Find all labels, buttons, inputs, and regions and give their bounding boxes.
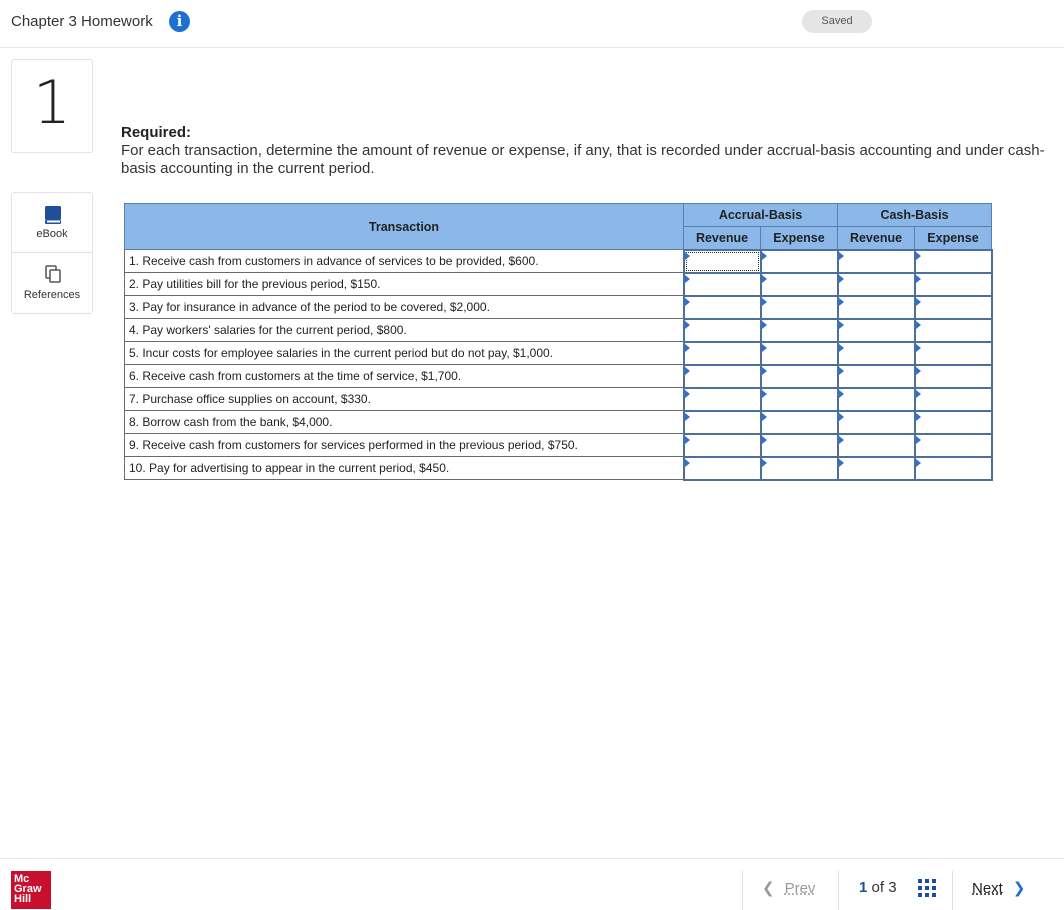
cash-expense-cell xyxy=(915,388,992,411)
accrual-expense-input[interactable] xyxy=(762,320,837,341)
input-marker-icon xyxy=(839,321,844,329)
accrual-revenue-cell xyxy=(684,250,761,273)
accrual-expense-cell xyxy=(761,411,838,434)
accrual-expense-input[interactable] xyxy=(762,274,837,295)
cash-revenue-cell xyxy=(838,250,915,273)
input-marker-icon xyxy=(685,436,690,444)
prev-button[interactable] xyxy=(762,879,815,897)
tools-panel xyxy=(11,192,93,314)
logo-line-1: Mc xyxy=(14,873,30,885)
accrual-revenue-input[interactable] xyxy=(685,297,760,318)
cash-expense-input[interactable] xyxy=(916,251,991,272)
accrual-revenue-input[interactable] xyxy=(685,389,760,410)
input-marker-icon xyxy=(916,252,921,260)
top-bar xyxy=(0,0,1064,48)
input-marker-icon xyxy=(916,413,921,421)
input-marker-icon xyxy=(839,367,844,375)
table-row xyxy=(125,388,992,411)
ebook-label: eBook xyxy=(36,228,68,240)
cash-expense-input[interactable] xyxy=(916,320,991,341)
cash-expense-input[interactable] xyxy=(916,366,991,387)
mcgraw-hill-logo xyxy=(11,871,51,909)
accrual-revenue-cell xyxy=(684,388,761,411)
input-marker-icon xyxy=(839,344,844,352)
input-marker-icon xyxy=(916,275,921,283)
accrual-expense-cell xyxy=(761,388,838,411)
current-page: 1 xyxy=(859,879,868,896)
transaction-description: 10. Pay for advertising to appear in the current period, $450. xyxy=(125,457,684,480)
input-marker-icon xyxy=(916,390,921,398)
input-marker-icon xyxy=(839,459,844,467)
logo-line-2: Graw xyxy=(14,883,42,895)
required-heading: Required: xyxy=(121,124,192,141)
cash-expense-cell xyxy=(915,365,992,388)
input-marker-icon xyxy=(685,321,690,329)
input-marker-icon xyxy=(916,436,921,444)
cash-revenue-input[interactable] xyxy=(839,389,914,410)
total-pages: 3 xyxy=(888,879,897,896)
references-label: References xyxy=(23,289,81,301)
transaction-description: 4. Pay workers' salaries for the current period, $800. xyxy=(125,319,684,342)
accrual-expense-input[interactable] xyxy=(762,297,837,318)
accrual-expense-cell xyxy=(761,273,838,296)
references-icon xyxy=(45,265,61,283)
footer-divider xyxy=(742,871,743,910)
cash-revenue-input[interactable] xyxy=(839,274,914,295)
cash-revenue-input[interactable] xyxy=(839,343,914,364)
table-row xyxy=(125,342,992,365)
transaction-description: 8. Borrow cash from the bank, $4,000. xyxy=(125,411,684,434)
cash-revenue-cell xyxy=(838,434,915,457)
accrual-revenue-cell xyxy=(684,457,761,480)
accrual-expense-input[interactable] xyxy=(762,389,837,410)
accrual-expense-input[interactable] xyxy=(762,435,837,456)
cash-revenue-cell xyxy=(838,457,915,480)
transaction-description: 3. Pay for insurance in advance of the period to be covered, $2,000. xyxy=(125,296,684,319)
accrual-revenue-header: Revenue xyxy=(684,227,761,250)
cash-expense-input[interactable] xyxy=(916,343,991,364)
input-marker-icon xyxy=(839,436,844,444)
accrual-revenue-cell xyxy=(684,365,761,388)
input-marker-icon xyxy=(916,459,921,467)
transaction-description: 1. Receive cash from customers in advance of services to be provided, $600. xyxy=(125,250,684,273)
accrual-revenue-input[interactable] xyxy=(685,412,760,433)
page-indicator xyxy=(859,879,897,896)
accrual-expense-input[interactable] xyxy=(762,366,837,387)
accrual-revenue-input[interactable] xyxy=(685,320,760,341)
question-number: 1 xyxy=(32,68,72,138)
input-marker-icon xyxy=(839,275,844,283)
accrual-expense-cell xyxy=(761,319,838,342)
input-marker-icon xyxy=(685,344,690,352)
accrual-expense-cell xyxy=(761,457,838,480)
cash-expense-input[interactable] xyxy=(916,274,991,295)
accrual-revenue-input[interactable] xyxy=(685,366,760,387)
input-marker-icon xyxy=(685,367,690,375)
transaction-description: 9. Receive cash from customers for services performed in the previous period, $750. xyxy=(125,434,684,457)
cash-expense-input[interactable] xyxy=(916,412,991,433)
accrual-expense-input[interactable] xyxy=(762,458,837,479)
references-button[interactable] xyxy=(12,254,92,314)
table-row xyxy=(125,457,992,480)
transaction-description: 2. Pay utilities bill for the previous period, $150. xyxy=(125,273,684,296)
accrual-expense-cell xyxy=(761,342,838,365)
question-grid-icon[interactable] xyxy=(918,879,936,897)
input-marker-icon xyxy=(839,390,844,398)
input-marker-icon xyxy=(762,367,767,375)
accrual-basis-header: Accrual-Basis xyxy=(684,204,838,227)
accrual-expense-input[interactable] xyxy=(762,251,837,272)
accrual-revenue-input[interactable] xyxy=(685,343,760,364)
cash-expense-cell xyxy=(915,296,992,319)
accrual-revenue-input[interactable] xyxy=(685,458,760,479)
cash-revenue-cell xyxy=(838,296,915,319)
assignment-title: Chapter 3 Homework xyxy=(11,13,153,30)
input-marker-icon xyxy=(762,344,767,352)
cash-revenue-cell xyxy=(838,319,915,342)
accrual-revenue-cell xyxy=(684,342,761,365)
input-marker-icon xyxy=(762,275,767,283)
cash-revenue-cell xyxy=(838,273,915,296)
cash-expense-input[interactable] xyxy=(916,458,991,479)
table-row xyxy=(125,434,992,457)
accrual-revenue-cell xyxy=(684,411,761,434)
cash-expense-cell xyxy=(915,411,992,434)
cash-expense-cell xyxy=(915,434,992,457)
cash-expense-cell xyxy=(915,319,992,342)
cash-expense-input[interactable] xyxy=(916,435,991,456)
input-marker-icon xyxy=(839,413,844,421)
cash-revenue-cell xyxy=(838,342,915,365)
cash-revenue-input[interactable] xyxy=(839,435,914,456)
input-marker-icon xyxy=(839,252,844,260)
cash-revenue-input[interactable] xyxy=(839,412,914,433)
accrual-expense-cell xyxy=(761,250,838,273)
next-button[interactable] xyxy=(972,879,1025,897)
transaction-header: Transaction xyxy=(125,204,684,250)
accrual-expense-input[interactable] xyxy=(762,412,837,433)
input-marker-icon xyxy=(916,367,921,375)
cash-expense-cell xyxy=(915,250,992,273)
table-row xyxy=(125,273,992,296)
input-marker-icon xyxy=(762,298,767,306)
input-marker-icon xyxy=(916,344,921,352)
input-marker-icon xyxy=(762,321,767,329)
cash-expense-cell xyxy=(915,273,992,296)
input-marker-icon xyxy=(685,459,690,467)
accrual-revenue-input[interactable] xyxy=(685,274,760,295)
input-marker-icon xyxy=(762,413,767,421)
cash-revenue-input[interactable] xyxy=(839,458,914,479)
table-row xyxy=(125,250,992,273)
accrual-expense-input[interactable] xyxy=(762,343,837,364)
footer-divider xyxy=(952,871,953,910)
logo-line-3: Hill xyxy=(14,893,32,905)
input-marker-icon xyxy=(916,321,921,329)
required-instructions: For each transaction, determine the amount of revenue or expense, if any, that is recorded under accrual-basis accounting and under cash-basis accounting in the current period. xyxy=(121,142,1045,177)
prev-label: Prev xyxy=(784,880,816,897)
cash-basis-header: Cash-Basis xyxy=(838,204,992,227)
footer-bar xyxy=(0,858,1064,910)
cash-revenue-cell xyxy=(838,388,915,411)
accrual-revenue-input[interactable] xyxy=(685,435,760,456)
question-number-box xyxy=(11,59,93,153)
cash-revenue-cell xyxy=(838,365,915,388)
input-marker-icon xyxy=(685,252,690,260)
accrual-revenue-cell xyxy=(684,319,761,342)
info-icon[interactable]: i xyxy=(169,11,190,32)
accrual-revenue-cell xyxy=(684,434,761,457)
accrual-expense-cell xyxy=(761,434,838,457)
input-marker-icon xyxy=(685,413,690,421)
input-marker-icon xyxy=(685,390,690,398)
next-label: Next xyxy=(972,880,1003,897)
chevron-right-icon: ❯ xyxy=(1012,880,1026,897)
cash-revenue-input[interactable] xyxy=(839,366,914,387)
table-body xyxy=(125,250,992,480)
accrual-expense-header: Expense xyxy=(761,227,838,250)
cash-revenue-header: Revenue xyxy=(838,227,915,250)
input-marker-icon xyxy=(685,298,690,306)
table-row xyxy=(125,319,992,342)
input-marker-icon xyxy=(762,252,767,260)
transaction-table xyxy=(124,203,993,481)
of-label: of xyxy=(871,879,885,896)
cash-expense-input[interactable] xyxy=(916,297,991,318)
saved-status-badge: Saved xyxy=(802,10,872,33)
ebook-button[interactable] xyxy=(12,193,92,253)
cash-expense-header: Expense xyxy=(915,227,992,250)
input-marker-icon xyxy=(839,298,844,306)
transaction-description: 5. Incur costs for employee salaries in the current period but do not pay, $1,000. xyxy=(125,342,684,365)
cash-revenue-input[interactable] xyxy=(839,251,914,272)
table-row xyxy=(125,296,992,319)
chevron-left-icon: ❮ xyxy=(762,880,775,897)
input-marker-icon xyxy=(762,436,767,444)
cash-revenue-input[interactable] xyxy=(839,297,914,318)
book-icon xyxy=(45,206,61,224)
transaction-description: 7. Purchase office supplies on account, $330. xyxy=(125,388,684,411)
transaction-description: 6. Receive cash from customers at the time of service, $1,700. xyxy=(125,365,684,388)
cash-revenue-cell xyxy=(838,411,915,434)
table-row xyxy=(125,365,992,388)
accrual-expense-cell xyxy=(761,296,838,319)
input-marker-icon xyxy=(685,275,690,283)
table-row xyxy=(125,411,992,434)
cash-revenue-input[interactable] xyxy=(839,320,914,341)
cash-expense-input[interactable] xyxy=(916,389,991,410)
accrual-expense-cell xyxy=(761,365,838,388)
accrual-revenue-cell xyxy=(684,273,761,296)
input-marker-icon xyxy=(762,459,767,467)
accrual-revenue-cell xyxy=(684,296,761,319)
cash-expense-cell xyxy=(915,342,992,365)
input-marker-icon xyxy=(916,298,921,306)
input-marker-icon xyxy=(762,390,767,398)
cash-expense-cell xyxy=(915,457,992,480)
accrual-revenue-input[interactable] xyxy=(685,251,760,272)
footer-divider xyxy=(838,871,839,910)
